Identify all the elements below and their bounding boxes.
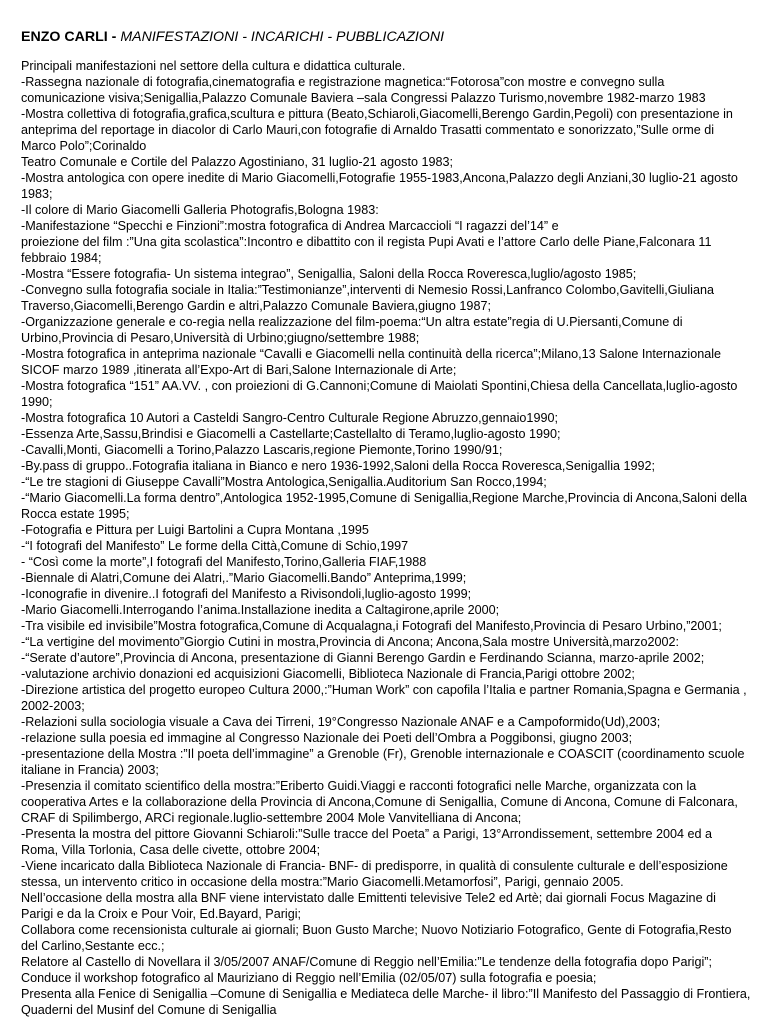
paragraph: -Mario Giacomelli.Interrogando l’anima.Installazione inedita a Caltagirone,aprile 2000; [21,603,500,617]
document-subtitle: MANIFESTAZIONI - INCARICHI - PUBBLICAZIONI [120,29,445,45]
page-title [21,28,751,46]
paragraph: -Essenza Arte,Sassu,Brindisi e Giacomelli a Castellarte;Castellalto di Teramo,luglio-agosto 1990; [21,427,561,441]
paragraph: -Rassegna nazionale di fotografia,cinematografia e registrazione magnetica:“Fotorosa”con mostre e convegno sulla comunicazione visiva;Senigallia,Palazzo Comunale Baviera –sala Congressi Palazzo Turismo,novembre 1982-marzo 1983 [21,75,706,105]
paragraph: -Mostra fotografica “151” AA.VV. , con proiezioni di G.Cannoni;Comune di Maiolati Spontini,Chiesa della Cancellata,luglio-agosto 1990; [21,379,738,409]
paragraph: -presentazione della Mostra :”Il poeta dell’immagine” a Grenoble (Fr), Grenoble internazionale e COASCIT (coordinamento scuole italiane in Francia) 2003; [21,747,745,777]
paragraph: -Iconografie in divenire..I fotografi del Manifesto a Rivisondoli,luglio-agosto 1999; [21,587,472,601]
paragraph: -Tra visibile ed invisibile”Mostra fotografica,Comune di Acqualagna,i Fotografi del Manifesto,Provincia di Pesaro Urbino,”2001; [21,619,722,633]
paragraph: -Biennale di Alatri,Comune dei Alatri,.”Mario Giacomelli.Bando” Anteprima,1999; [21,571,467,585]
paragraph: -“I fotografi del Manifesto” Le forme della Città,Comune di Schio,1997 [21,539,409,553]
paragraph: Presenta alla Fenice di Senigallia –Comune di Senigallia e Mediateca delle Marche- il libro:”Il Manifesto del Passaggio di Frontiera, Quaderni del Musinf del Comune di Senigallia [21,987,751,1017]
paragraph: -Manifestazione “Specchi e Finzioni”:mostra fotografica di Andrea Marcaccioli “I ragazzi del’14” e [21,219,559,233]
paragraph: -Mostra “Essere fotografia- Un sistema integrao”, Senigallia, Saloni della Rocca Roveresca,luglio/agosto 1985; [21,267,637,281]
document-body [21,58,751,1018]
paragraph: -Direzione artistica del progetto europeo Cultura 2000,:”Human Work” con capofila l’Italia e partner Romania,Spagna e Germania , 2002-2003; [21,683,747,713]
paragraph: -“La vertigine del movimento”Giorgio Cutini in mostra,Provincia di Ancona; Ancona,Sala mostre Università,marzo2002: [21,635,679,649]
paragraph: Principali manifestazioni nel settore della cultura e didattica culturale. [21,59,406,73]
paragraph: -Organizzazione generale e co-regia nella realizzazione del film-poema:“Un altra estate”regia di U.Piersanti,Comune di Urbino,Provincia di Pesaro,Università di Urbino;giugno/settembre 1988; [21,315,683,345]
paragraph: Collabora come recensionista culturale ai giornali; Buon Gusto Marche; Nuovo Notiziario Fotografico, Gente di Fotografia,Resto del Carlino,Sestante ecc.; [21,923,732,953]
document-page [21,28,751,1018]
paragraph: -By.pass di gruppo..Fotografia italiana in Bianco e nero 1936-1992,Saloni della Rocca Roveresca,Senigallia 1992; [21,459,656,473]
paragraph: -“Serate d’autore”,Provincia di Ancona, presentazione di Gianni Berengo Gardin e Ferdinando Scianna, marzo-aprile 2002; [21,651,705,665]
paragraph: -Presenta la mostra del pittore Giovanni Schiaroli:”Sulle tracce del Poeta” a Parigi, 13°Arrondissement, settembre 2004 ed a Roma, Villa Torlonia, Casa delle civette, ottobre 2004; [21,827,713,857]
paragraph: -Mostra fotografica 10 Autori a Casteldi Sangro-Centro Culturale Regione Abruzzo,gennaio1990; [21,411,558,425]
paragraph: -Mostra antologica con opere inedite di Mario Giacomelli,Fotografie 1955-1983,Ancona,Palazzo degli Anziani,30 luglio-21 agosto 1983; [21,171,738,201]
paragraph: -“Le tre stagioni di Giuseppe Cavalli”Mostra Antologica,Senigallia.Auditorium San Rocco,1994; [21,475,547,489]
paragraph: -relazione sulla poesia ed immagine al Congresso Nazionale dei Poeti dell’Ombra a Poggibonsi, giugno 2003; [21,731,633,745]
paragraph: -Convegno sulla fotografia sociale in Italia:”Testimonianze”,interventi di Nemesio Rossi,Lanfranco Colombo,Gavitelli,Giuliana Traverso,Giacomelli,Berengo Gardin e altri,Palazzo Comunale Baviera,giugno 1987; [21,283,714,313]
paragraph: Nell’occasione della mostra alla BNF viene intervistato dalle Emittenti televisive Tele2 ed Artè; dai giornali Focus Magazine di Parigi e da la Croix e Pour Voir, Ed.Bayard, Parigi; [21,891,716,921]
paragraph: -Viene incaricato dalla Biblioteca Nazionale di Francia- BNF- di predisporre, in qualità di consulente culturale e dell’esposizione stessa, un intervento critico in occasione della mostra:”Mario Giacomelli.Metamorfosi”, Parigi, gennaio 2005. [21,859,728,889]
paragraph: - “Così come la morte”,I fotografi del Manifesto,Torino,Galleria FIAF,1988 [21,555,427,569]
paragraph: -Presenzia il comitato scientifico della mostra:”Eriberto Guidi.Viaggi e racconti fotografici nelle Marche, organizzata con la cooperativa Artes e la collaborazione della Provincia di Ancona,Comune di Senigallia, Comune di Ancona, Comune di Falconara, CRAF di Spilimbergo, ARCi regionale.luglio-settembre 2004 Mole Vanvitelliana di Ancona; [21,779,738,825]
paragraph: -Mostra fotografica in anteprima nazionale “Cavalli e Giacomelli nella continuità della ricerca”;Milano,13 Salone Internazionale SICOF marzo 1989 ,itinerata all’Expo-Art di Bari,Salone Internazionale di Arte; [21,347,722,377]
paragraph: -Cavalli,Monti, Giacomelli a Torino,Palazzo Lascaris,regione Piemonte,Torino 1990/91; [21,443,503,457]
paragraph: Relatore al Castello di Novellara il 3/05/2007 ANAF/Comune di Reggio nell’Emilia:”Le tendenze della fotografia dopo Parigi”; [21,955,712,969]
paragraph: proiezione del film :”Una gita scolastica”:Incontro e dibattito con il regista Pupi Avati e l’attore Carlo delle Piane,Falconara 11 febbraio 1984; [21,235,712,265]
paragraph: -Fotografia e Pittura per Luigi Bartolini a Cupra Montana ,1995 [21,523,369,537]
paragraph: -Relazioni sulla sociologia visuale a Cava dei Tirreni, 19°Congresso Nazionale ANAF e a Campoformido(Ud),2003; [21,715,661,729]
paragraph: -valutazione archivio donazioni ed acquisizioni Giacomelli, Biblioteca Nazionale di Francia,Parigi ottobre 2002; [21,667,635,681]
paragraph: Conduce il workshop fotografico al Mauriziano di Reggio nell’Emilia (02/05/07) sulla fotografia e poesia; [21,971,597,985]
paragraph: -Mostra collettiva di fotografia,grafica,scultura e pittura (Beato,Schiaroli,Giacomelli,Berengo Gardin,Pegoli) con presentazione in anteprima del reportage in diacolor di Carlo Mauri,con fotografie di Arnaldo Trasatti commentato e sonorizzato,”Sulle orme di Marco Polo”;Corinaldo [21,107,733,153]
paragraph: -Il colore di Mario Giacomelli Galleria Photografis,Bologna 1983: [21,203,379,217]
paragraph: -“Mario Giacomelli.La forma dentro”,Antologica 1952-1995,Comune di Senigallia,Regione Marche,Provincia di Ancona,Saloni della Rocca estate 1995; [21,491,747,521]
author-name: ENZO CARLI - [21,29,121,45]
paragraph: Teatro Comunale e Cortile del Palazzo Agostiniano, 31 luglio-21 agosto 1983; [21,155,453,169]
